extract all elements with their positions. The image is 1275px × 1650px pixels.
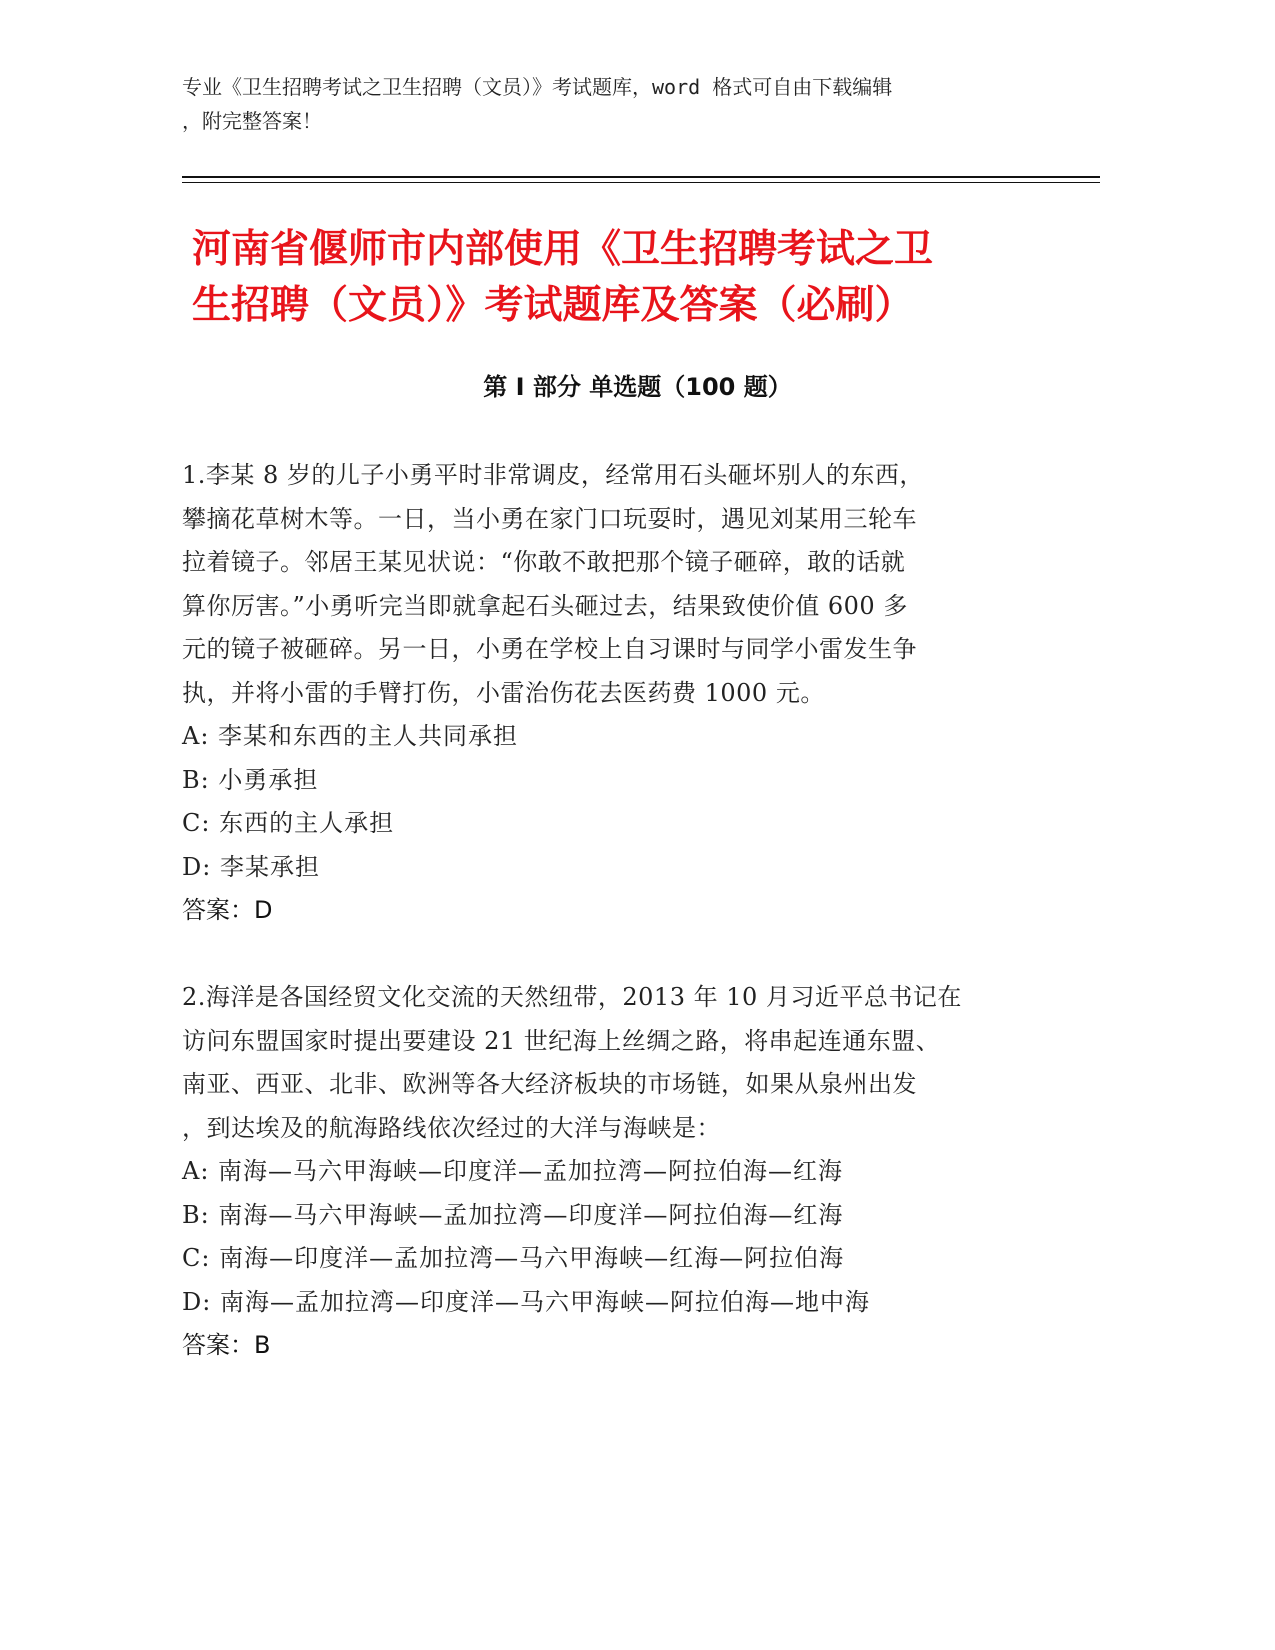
question-stem-line: 拉着镜子。邻居王某见状说：“你敢不敢把那个镜子砸碎，敢的话就 <box>182 548 906 576</box>
question-1 <box>182 454 1082 933</box>
header-divider-thin <box>182 182 1100 183</box>
header-note <box>182 70 1062 138</box>
question-stem-line: 访问东盟国家时提出要建设 21 世纪海上丝绸之路，将串起连通东盟、 <box>182 1026 941 1055</box>
option-d: D: 李某承担 <box>182 852 320 881</box>
question-stem <box>182 454 1082 715</box>
option-d: D: 南海—孟加拉湾—印度洋—马六甲海峡—阿拉伯海—地中海 <box>182 1287 870 1316</box>
question-stem <box>182 976 1082 1150</box>
document-title-line-2: 生招聘（文员）》考试题库及答案（必刷） <box>192 283 914 328</box>
answer: 答案：B <box>182 1331 271 1359</box>
question-2 <box>182 976 1082 1368</box>
question-stem-line: ，到达埃及的航海路线依次经过的大洋与海峡是： <box>182 1113 721 1142</box>
header-note-line-1: 专业《卫生招聘考试之卫生招聘（文员）》考试题库，word 格式可自由下载编辑 <box>182 75 893 99</box>
option-b: B: 小勇承担 <box>182 765 319 794</box>
answer: 答案：D <box>182 896 273 924</box>
question-stem-line: 算你厉害。”小勇听完当即就拿起石头砸过去，结果致使价值 600 多 <box>182 591 908 620</box>
document-title-line-1: 河南省偃师市内部使用《卫生招聘考试之卫 <box>192 227 934 272</box>
option-c: C: 东西的主人承担 <box>182 809 395 837</box>
header-divider-thick <box>182 176 1100 178</box>
question-stem-line: 南亚、西亚、北非、欧洲等各大经济板块的市场链，如果从泉州出发 <box>182 1070 917 1098</box>
option-c: C: 南海—印度洋—孟加拉湾—马六甲海峡—红海—阿拉伯海 <box>182 1244 845 1272</box>
option-a: A: 李某和东西的主人共同承担 <box>182 722 519 750</box>
question-stem-line: 1.李某 8 岁的儿子小勇平时非常调皮，经常用石头砸坏别人的东西， <box>182 461 924 489</box>
option-a: A: 南海—马六甲海峡—印度洋—孟加拉湾—阿拉伯海—红海 <box>182 1157 844 1185</box>
section-title: 第 I 部分 单选题（100 题） <box>483 373 792 401</box>
option-b: B: 南海—马六甲海峡—孟加拉湾—印度洋—阿拉伯海—红海 <box>182 1200 844 1229</box>
question-stem-line: 攀摘花草树木等。一日，当小勇在家门口玩耍时，遇见刘某用三轮车 <box>182 504 917 533</box>
document-title <box>192 222 1072 334</box>
question-stem-line: 2.海洋是各国经贸文化交流的天然纽带，2013 年 10 月习近平总书记在 <box>182 983 962 1011</box>
question-stem-line: 元的镜子被砸碎。另一日，小勇在学校上自习课时与同学小雷发生争 <box>182 635 917 663</box>
header-note-line-2: ，附完整答案！ <box>182 109 322 133</box>
question-stem-line: 执，并将小雷的手臂打伤，小雷治伤花去医药费 1000 元。 <box>182 678 825 707</box>
